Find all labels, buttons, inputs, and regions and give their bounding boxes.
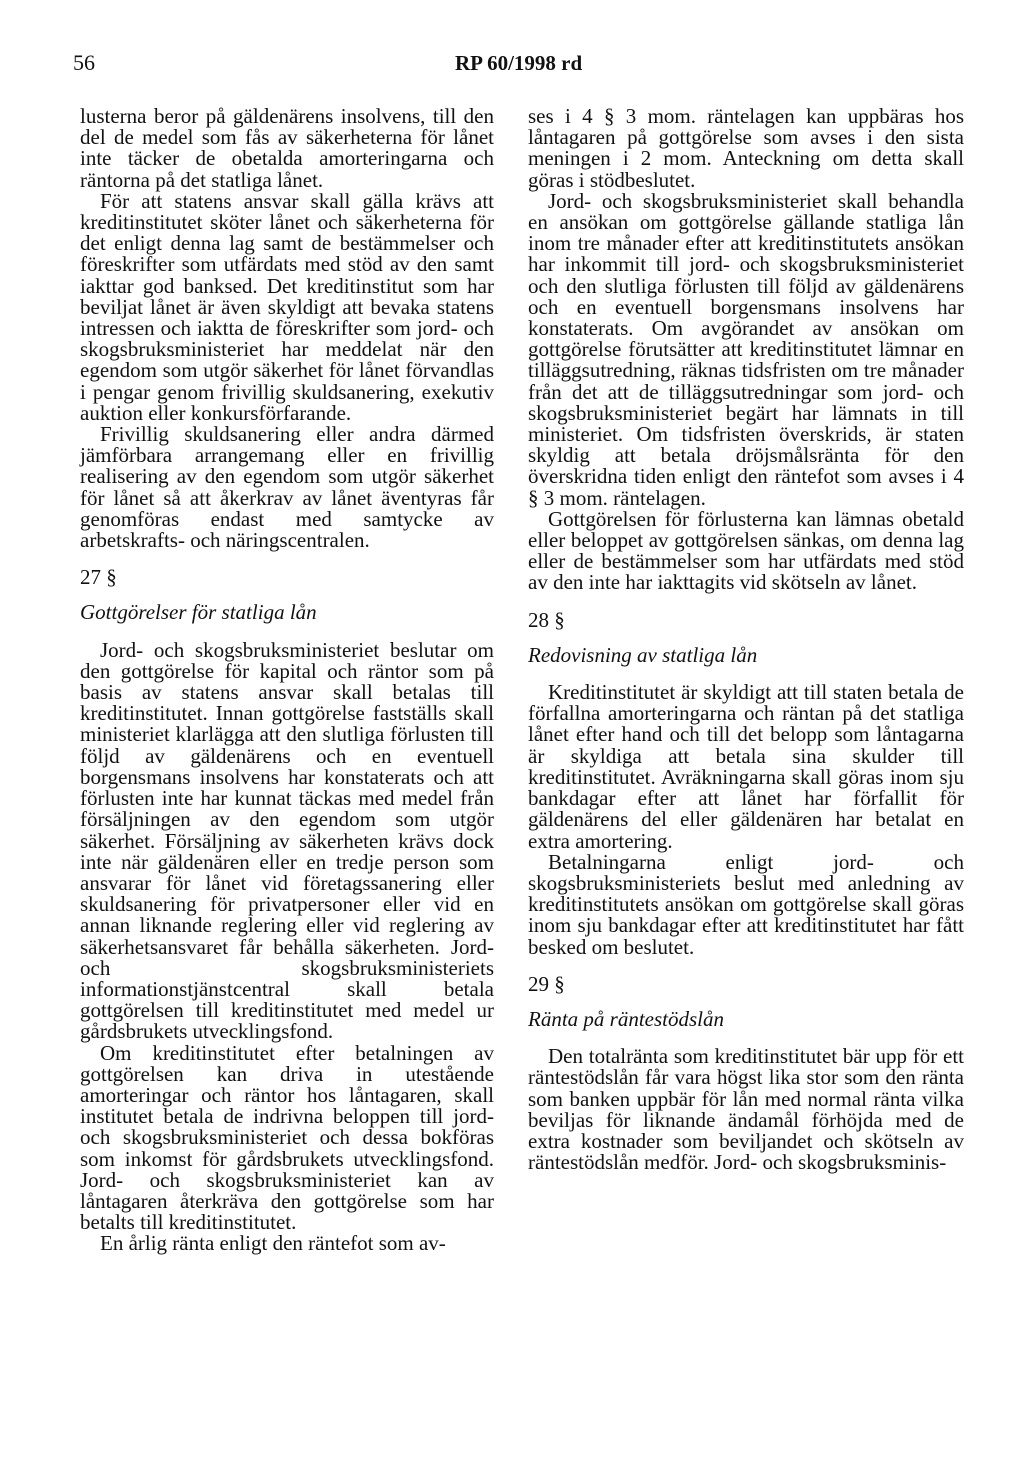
paragraph: En årlig ränta enligt den räntefot som av- (100, 1231, 446, 1256)
paragraph: För att statens ansvar skall gälla krävs att kreditinstitutet sköter lånet och säkerheterna för det enligt denna lag samt de bestämmelser och föreskrifter som utfärdats med stöd av den samt iakttar god banksed. Det kreditinstitut som har beviljat lånet är även skyldigt att bevaka statens intressen och iaktta de föreskrifter som jord- och skogsbruksministeriet har meddelat när den egendom som utgör säkerhet för lånet förvandlas i pengar genom frivillig skuldsanering, exekutiv auktion eller konkursförfarande. (80, 188, 494, 425)
section-number: 27 § (80, 565, 117, 590)
section-title: Gottgörelser för statliga lån (80, 600, 317, 625)
section-title: Redovisning av statliga lån (528, 642, 758, 667)
paragraph: ses i 4 § 3 mom. räntelagen kan uppbäras hos låntagaren på gottgörelse som avses i den sista meningen i 2 mom. Anteckning om detta skall göras i stödbeslutet. (528, 104, 964, 192)
section-number: 29 § (528, 971, 565, 996)
section-number: 28 § (528, 607, 565, 632)
paragraph: Frivillig skuldsanering eller andra därmed jämförbara arrangemang eller en frivillig realisering av den egendom som utgör säkerhet för lånet så att åkerkrav av lånet äventyras får genomföras endast med samtycke av arbetskrafts- och näringscentralen. (80, 422, 494, 553)
paragraph: Den totalränta som kreditinstitutet bär upp för ett räntestödslån får vara högst lika stor som den ränta som banken uppbär för lån med normal ränta vilka beviljas för liknande ändamål förhöjda med de extra kostnader som beviljandet och skötseln av räntestödslån medför. Jord- och skogsbruksminis- (528, 1044, 964, 1175)
paragraph: Jord- och skogsbruksministeriet skall behandla en ansökan om gottgörelse gällande statliga lån inom tre månader efter att kreditinstitutets ansökan har inkommit till jord- och skogsbruksministeriet och den slutliga förlusten till följd av gäldenärens och en eventuell borgensmans insolvens har konstaterats. Om avgörandet av ansökan om gottgörelse förutsätter att kreditinstitutet lämnar en tilläggsutredning, räknas tidsfristen om tre månader från det att de tilläggsutredningar som jord- och skogsbruksministeriet begärt har lämnats in till ministeriet. Om tidsfristen överskrids, är staten skyldig att betala dröjsmålsränta för den överskridna tiden enligt den räntefot som avses i 4 § 3 mom. räntelagen. (528, 188, 964, 510)
section-title: Ränta på räntestödslån (528, 1006, 725, 1031)
left-column (80, 106, 494, 1255)
paragraph: Om kreditinstitutet efter betalningen av gottgörelsen kan driva in utestående amorteringar och räntor hos låntagaren, skall institutet betala de indrivna beloppen till jord- och skogsbruksministeriet och dessa bokföras som inkomst för gårdsbrukets utvecklingsfond. Jord- och skogsbruksministeriet kan av låntagaren återkräva den gottgörelse som har betalts till kreditinstitutet. (80, 1040, 494, 1235)
document-id: RP 60/1998 rd (455, 51, 583, 75)
paragraph: Jord- och skogsbruksministeriet beslutar om den gottgörelse för kapital och räntor som på basis av statens ansvar skall betalas till kreditinstitutet. Innan gottgörelse fastställs skall ministeriet klarlägga att den slutliga förlusten till följd av gäldenärens och en eventuell borgensmans insolvens har konstaterats och att förlusten inte har kunnat täckas med medel från försäljningen av den egendom som utgör säkerhet. Försäljning av säkerheten krävs dock inte när gäldenären eller en tredje person som ansvarar för lånet vid företagssanering eller skuldsanering för privatpersoner eller vid en annan liknande reglering eller vid reglering av säkerhetsansvaret får behålla säkerheten. Jord- och skogsbruksministeriets informationstjänstcentral skall betala gottgörelsen till kreditinstitutet med medel ur gårdsbrukets utvecklingsfond. (80, 637, 494, 1044)
paragraph: Betalningarna enligt jord- och skogsbruksministeriets beslut med anledning av kreditinstitutets ansökan om gottgörelse skall göras inom sju bankdagar efter att kreditinstitutet har fått besked om beslutet. (528, 849, 964, 959)
paragraph: Gottgörelsen för förlusterna kan lämnas obetald eller beloppet av gottgörelsen sänkas, om denna lag eller de bestämmelser som har utfärdats med stöd av den inte har iakttagits vid skötseln av lånet. (528, 506, 964, 595)
page-number: 56 (73, 50, 95, 75)
paragraph: lusterna beror på gäldenärens insolvens, till den del de medel som fås av säkerheterna för lånet inte täcker de obetalda amorteringarna och räntorna på det statliga lånet. (80, 104, 494, 192)
right-column (528, 106, 964, 1173)
paragraph: Kreditinstitutet är skyldigt att till staten betala de förfallna amorteringarna och räntan på det statliga lånet efter hand och till det belopp som låntagarna är skyldiga att betala sina skulder till kreditinstitutet. Avräkningarna skall göras inom sju bankdagar efter att lånet har förfallit för gäldenärens del eller gäldenären har betalat en extra amortering. (528, 680, 964, 853)
